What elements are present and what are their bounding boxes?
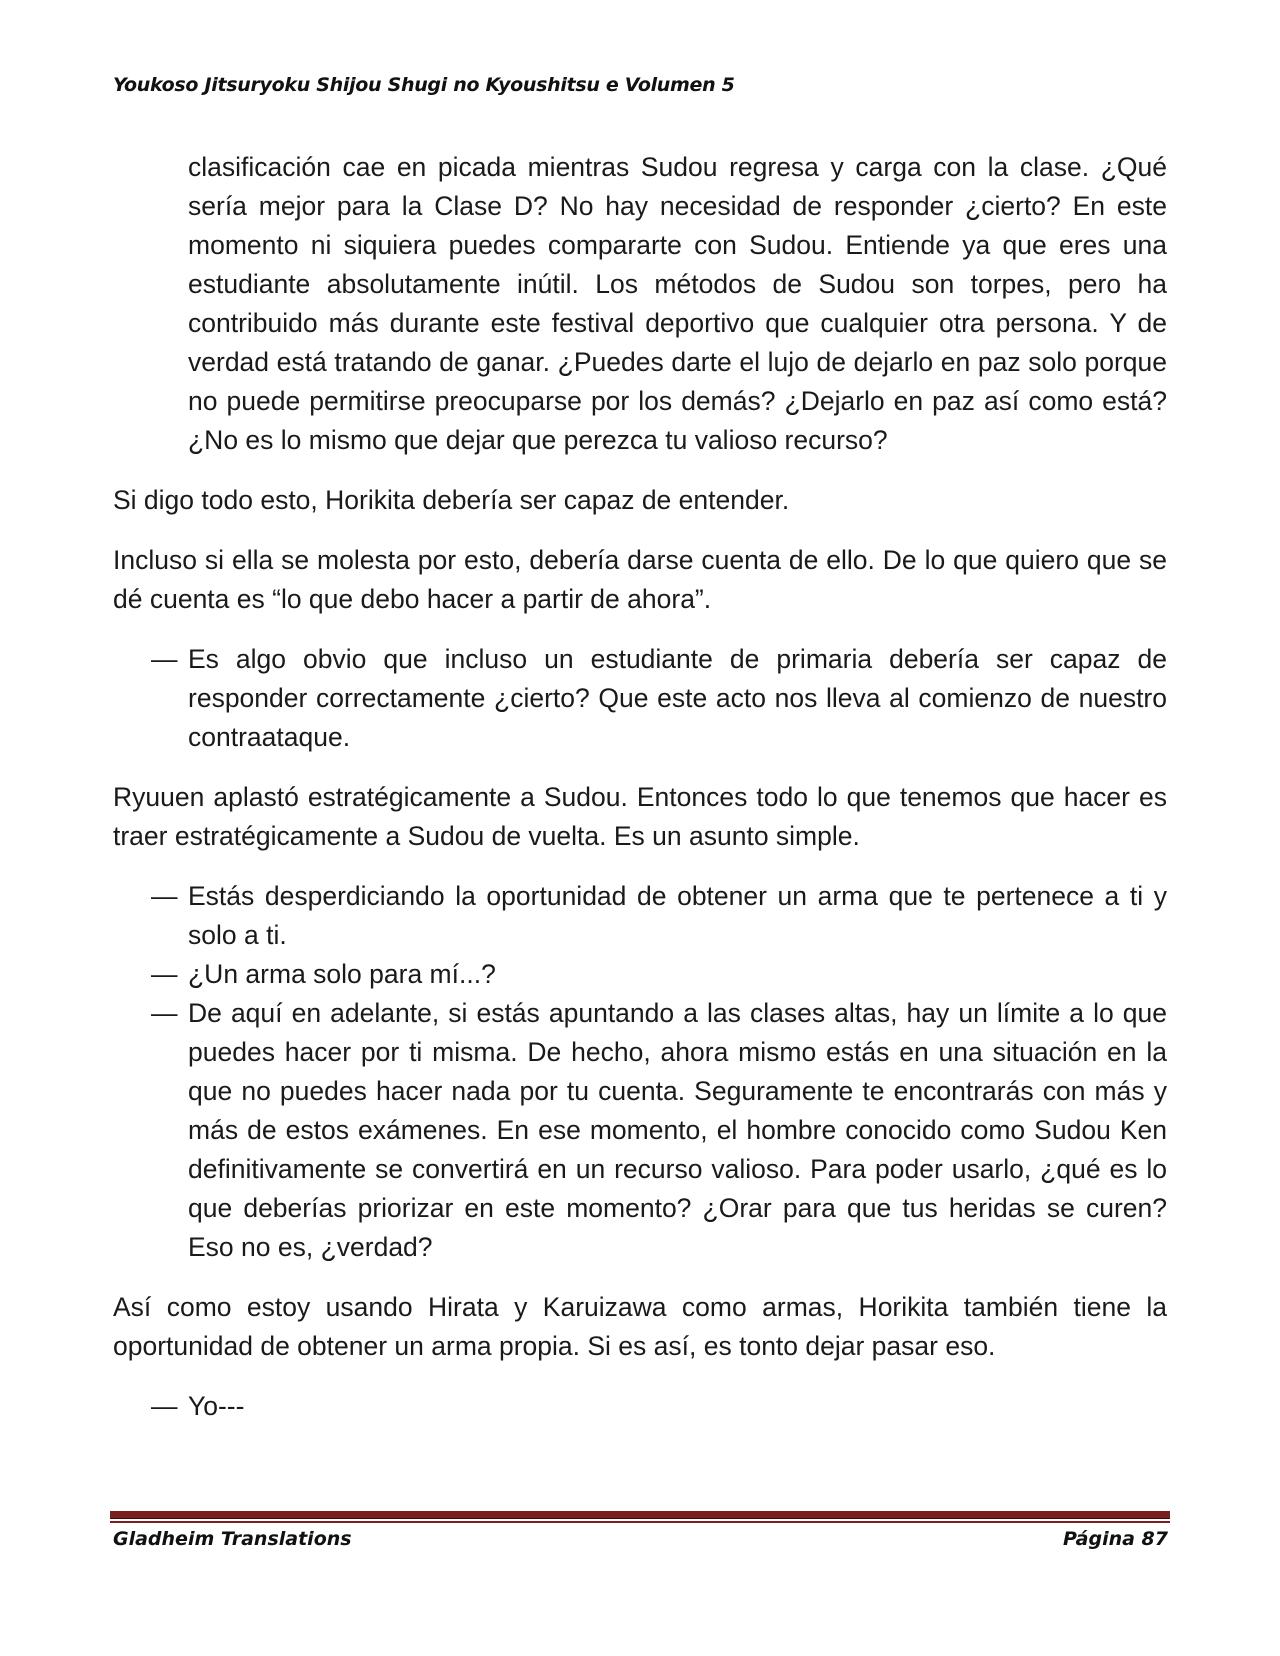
dialog-line	[113, 640, 1167, 757]
dialog-block	[113, 1387, 1167, 1426]
dialog-dash: —	[151, 881, 178, 911]
dialog-dash: —	[151, 1391, 178, 1421]
quote-paragraph: clasificación cae en picada mientras Sudou regresa y carga con la clase. ¿Qué sería mejor para la Clase D? No hay necesidad de responder ¿cierto? En este momento ni siquiera puedes compararte con Sudou. Entiende ya que eres una estudiante absolutamente inútil. Los métodos de Sudou son torpes, pero ha contribuido más durante este festival deportivo que cualquier otra persona. Y de verdad está tratando de ganar. ¿Puedes darte el lujo de dejarlo en paz solo porque no puede permitirse preocuparse por los demás? ¿Dejarlo en paz así como está? ¿No es lo mismo que dejar que perezca tu valioso recurso?	[188, 152, 1167, 455]
paragraph: Incluso si ella se molesta por esto, debería darse cuenta de ello. De lo que quiero que se dé cuenta es “lo que debo hacer a partir de ahora”.	[113, 545, 1167, 614]
paragraph: Ryuuen aplastó estratégicamente a Sudou. Entonces todo lo que tenemos que hacer es traer estratégicamente a Sudou de vuelta. Es un asunto simple.	[113, 782, 1167, 851]
dialog-dash: —	[151, 959, 178, 989]
footer-credit: Gladheim Translations	[113, 1528, 352, 1550]
dialog-dash: —	[151, 644, 178, 674]
page-number: Página 87	[1062, 1528, 1168, 1550]
dialog-line	[113, 877, 1167, 955]
dialog-line	[113, 1387, 1167, 1426]
paragraph: Si digo todo esto, Horikita debería ser capaz de entender.	[113, 485, 790, 515]
footer-rule-thin	[110, 1521, 1170, 1523]
dialog-text: Es algo obvio que incluso un estudiante de primaria debería ser capaz de responder correctamente ¿cierto? Que este acto nos lleva al comienzo de nuestro contraataque.	[188, 644, 1167, 752]
dialog-block	[113, 640, 1167, 757]
page-body	[113, 148, 1167, 1447]
dialog-text: Estás desperdiciando la oportunidad de obtener un arma que te pertenece a ti y solo a ti.	[188, 881, 1167, 950]
dialog-dash: —	[151, 998, 178, 1028]
dialog-line	[113, 994, 1167, 1267]
footer-rule	[110, 1511, 1170, 1519]
dialog-text: Yo---	[188, 1391, 245, 1421]
dialog-text: De aquí en adelante, si estás apuntando a las clases altas, hay un límite a lo que puedes hacer por ti misma. De hecho, ahora mismo estás en una situación en la que no puedes hacer nada por tu cuenta. Seguramente te encontrarás con más y más de estos exámenes. En ese momento, el hombre conocido como Sudou Ken definitivamente se convertirá en un recurso valioso. Para poder usarlo, ¿qué es lo que deberías priorizar en este momento? ¿Orar para que tus heridas se curen? Eso no es, ¿verdad?	[188, 998, 1167, 1262]
running-header: Youkoso Jitsuryoku Shijou Shugi no Kyoushitsu e Volumen 5	[113, 74, 735, 96]
paragraph: Así como estoy usando Hirata y Karuizawa como armas, Horikita también tiene la oportunidad de obtener un arma propia. Si es así, es tonto dejar pasar eso.	[113, 1292, 1167, 1361]
dialog-line	[113, 955, 1167, 994]
dialog-text: ¿Un arma solo para mí...?	[188, 959, 496, 989]
dialog-block	[113, 877, 1167, 1267]
